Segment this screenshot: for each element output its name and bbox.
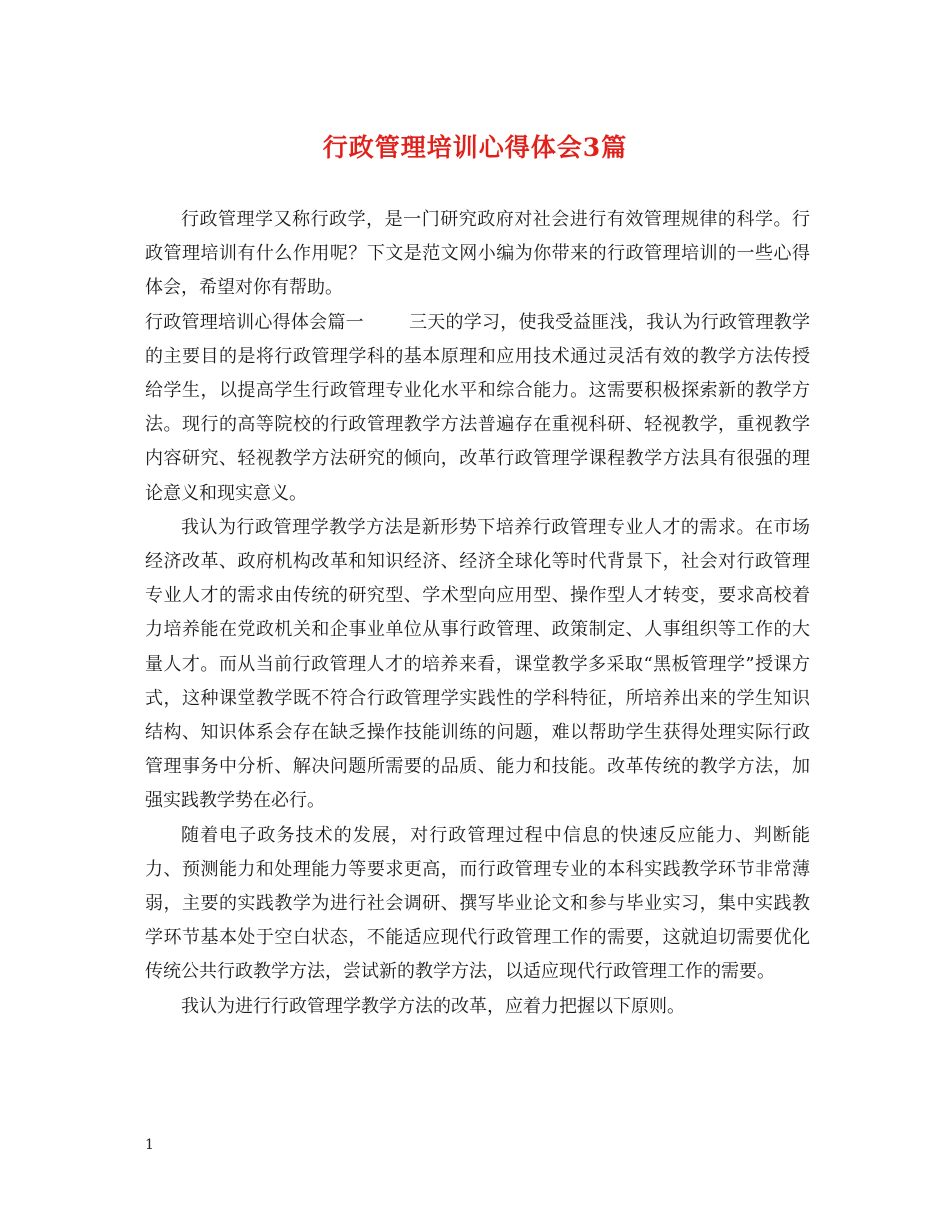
paragraph-3: 随着电子政务技术的发展，对行政管理过程中信息的快速反应能力、判断能力、预测能力和处理能力等要求更高，而行政管理专业的本科实践教学环节非常薄弱，主要的实践教学为进行社会调研、撰写毕业论文和参与毕业实习，集中实践教学环节基本处于空白状态，不能适应现代行政管理工作的需要，这就迫切需要优化传统公共行政教学方法，尝试新的教学方法，以适应现代行政管理工作的需要。 xyxy=(145,824,810,983)
paragraph-1-text: 三天的学习，使我受益匪浅，我认为行政管理教学的主要目的是将行政管理学科的基本原理和应用技术通过灵活有效的教学方法传授给学生，以提高学生行政管理专业化水平和综合能力。这需要积极探索新的教学方法。现行的高等院校的行政管理教学方法普遍存在重视科研、轻视教学，重视教学内容研究、轻视教学方法研究的倾向，改革行政管理学课程教学方法具有很强的理论意义和现实意义。 xyxy=(145,311,811,504)
paragraph-2: 我认为行政管理学教学方法是新形势下培养行政管理专业人才的需求。在市场经济改革、政府机构改革和知识经济、经济全球化等时代背景下，社会对行政管理专业人才的需求由传统的研究型、学术型向应用型、操作型人才转变，要求高校着力培养能在党政机关和企事业单位从事行政管理、政策制定、人事组织等工作的大量人才。而从当前行政管理人才的培养来看，课堂教学多采取“黑板管理学”授课方式，这种课堂教学既不符合行政管理学实践性的学科特征，所培养出来的学生知识结构、知识体系会存在缺乏操作技能训练的问题，难以帮助学生获得处理实际行政管理事务中分析、解决问题所需要的品质、能力和技能。改革传统的教学方法，加强实践教学势在必行。 xyxy=(145,516,810,812)
section-heading: 行政管理培训心得体会篇一 xyxy=(145,311,364,333)
intro-paragraph: 行政管理学又称行政学，是一门研究政府对社会进行有效管理规律的科学。行政管理培训有什么作用呢？下文是范文网小编为你带来的行政管理培训的一些心得体会，希望对你有帮助。 xyxy=(145,209,810,299)
section-paragraph-1 xyxy=(145,306,810,511)
document-title: 行政管理培训心得体会3篇 xyxy=(322,133,628,162)
page-number: 1 xyxy=(145,1137,154,1153)
paragraph-4: 我认为进行行政管理学教学方法的改革，应着力把握以下原则。 xyxy=(181,995,685,1017)
document-body xyxy=(145,203,810,1024)
